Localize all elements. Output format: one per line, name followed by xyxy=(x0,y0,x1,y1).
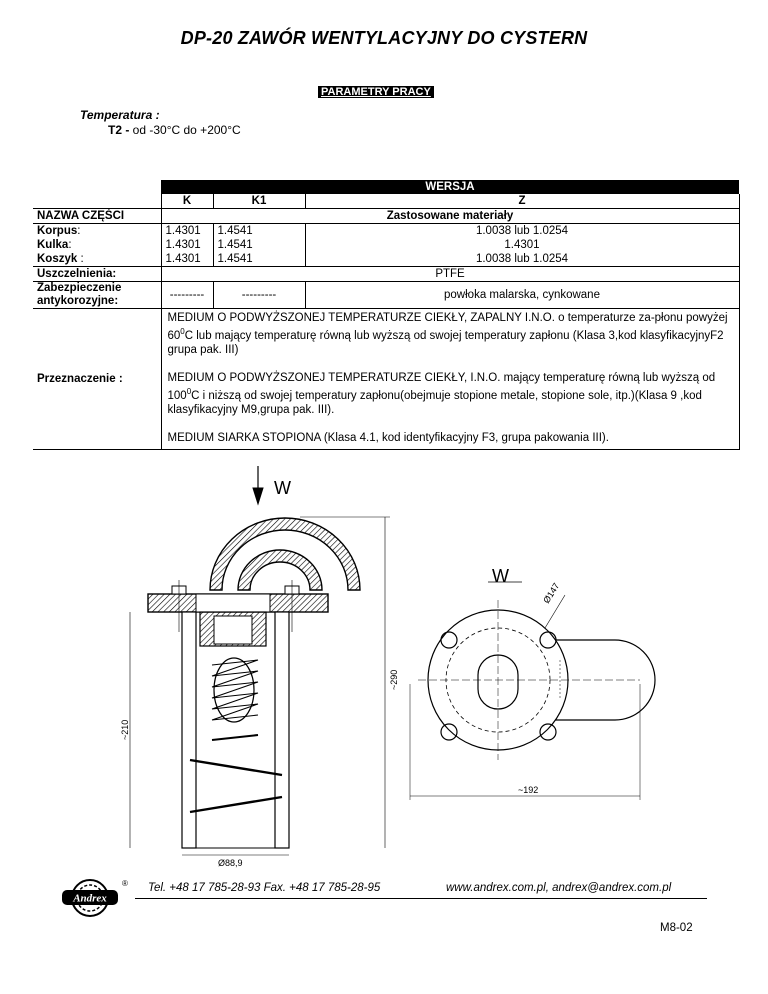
top-view xyxy=(410,582,655,800)
medium-1: MEDIUM O PODWYŻSZONEJ TEMPERATURZE CIEKŁY, ZAPALNY I.N.O. o temperaturze za-płonu powyżej $60^0C$ lub mający temperaturę równą lub wyższą od swojej temperatury zapłonu (Klasa 3,kod klasyfikacyjnyF2 grupa pak. III) xyxy=(167,312,728,356)
dim-flange: Ø147 xyxy=(541,581,562,606)
corrosion-k: --------- xyxy=(161,282,213,309)
seals-value: PTFE xyxy=(161,267,739,282)
temperature-prefix: T2 - xyxy=(108,123,130,137)
logo-text: Andrex xyxy=(73,892,107,905)
andrex-logo xyxy=(60,872,130,920)
footer-divider xyxy=(135,898,707,899)
value-k1: 1.4541 xyxy=(213,252,305,267)
temperature-label: Temperatura : xyxy=(80,108,160,122)
table-row: Kulka: 1.4301 1.4541 1.4301 xyxy=(33,238,739,252)
document-code: M8-02 xyxy=(660,922,693,934)
dim-diameter: Ø88,9 xyxy=(218,858,243,868)
part-name: Korpus xyxy=(37,225,78,237)
version-k1: K1 xyxy=(213,194,305,209)
part-name: Kulka xyxy=(37,239,69,251)
seals-label: Uszczelnienia: xyxy=(33,267,161,282)
corrosion-z: powłoka malarska, cynkowane xyxy=(305,282,739,309)
version-k: K xyxy=(161,194,213,209)
registered-mark: ® xyxy=(122,879,128,888)
side-view xyxy=(130,466,390,855)
dim-height: ~210 xyxy=(120,719,130,740)
dim-total: ~290 xyxy=(389,669,399,690)
footer-website: www.andrex.com.pl, andrex@andrex.com.pl xyxy=(446,882,672,894)
page-title: DP-20 ZAWÓR WENTYLACYJNY DO CYSTERN xyxy=(180,28,588,48)
table-row: Korpus: 1.4301 1.4541 1.0038 lub 1.0254 xyxy=(33,224,739,239)
materials-header: Zastosowane materiały xyxy=(161,209,739,224)
spec-table: WERSJA K K1 Z NAZWA CZĘŚCI Zastosowane materiały Korpus: 1.4301 1.4541 1.0038 lub 1.0254 Kulka: 1.4301 1.4541 1.4301 Koszyk : 1.4301 1.4541 1.0038 lub 1.0254 Uszczelnienia: PTFE Zabezpieczenie antykorozyjne: --------- --------- powłoka malarska, cynkowane Przeznaczenie : MEDIUM O PODWYŻSZONEJ TEMPERATURZE CIEKŁY, ZAPALNY I.N.O. o temperaturze za-płonu powyżej $60^0C$ lub mający temperaturę równą lub wyższą od swojej temperatury zapłonu (Klasa 3,kod klasyfikacyjnyF2 grupa pak. III) MEDIUM O PODWYŻSZONEJ TEMPERATURZE CIEKŁY, I.N.O. mający temperaturę równą lub wyższą od $100^0C$ i niższą od swojej temperatury zapłonu(obejmuje stopione metale, stopione sole, itp.)(Klasa 9 ,kod klasyfikacyjny M9,grupa pak. III). MEDIUM SIARKA STOPIONA (Klasa 4.1, kod identyfikacyjny F3, grupa pakowania III). xyxy=(33,180,740,450)
part-name-header: NAZWA CZĘŚCI xyxy=(33,209,161,224)
medium-3: MEDIUM SIARKA STOPIONA (Klasa 4.1, kod identyfikacyjny F3, grupa pakowania III). xyxy=(167,431,609,444)
purpose-media xyxy=(161,309,739,450)
value-z: 1.4301 xyxy=(305,238,739,252)
table-row: Koszyk : 1.4301 1.4541 1.0038 lub 1.0254 xyxy=(33,252,739,267)
value-k1: 1.4541 xyxy=(213,238,305,252)
value-k: 1.4301 xyxy=(161,238,213,252)
value-k1: 1.4541 xyxy=(213,224,305,239)
dim-length: ~192 xyxy=(518,785,539,795)
value-k: 1.4301 xyxy=(161,224,213,239)
purpose-label: Przeznaczenie : xyxy=(33,309,161,450)
part-name: Koszyk xyxy=(37,253,78,265)
technical-drawing xyxy=(0,455,768,875)
corrosion-k1: --------- xyxy=(213,282,305,309)
version-z: Z xyxy=(305,194,739,209)
temperature-value xyxy=(108,123,241,137)
footer-phone: Tel. +48 17 785-28-93 Fax. +48 17 785-28-95 xyxy=(148,882,381,894)
wersja-header: WERSJA xyxy=(161,180,739,194)
view-label: W xyxy=(274,478,291,498)
value-k: 1.4301 xyxy=(161,252,213,267)
temperature-range: od -30°C do +200°C xyxy=(129,123,241,137)
value-z: 1.0038 lub 1.0254 xyxy=(305,252,739,267)
medium-2: MEDIUM O PODWYŻSZONEJ TEMPERATURZE CIEKŁY, I.N.O. mający temperaturę równą lub wyższą od $100^0C$ i niższą od swojej temperatury zapłonu(obejmuje stopione metale, stopione sole, itp.)(Klasa 9 ,kod klasyfikacyjny M9,grupa pak. III). xyxy=(167,371,716,416)
corrosion-label: Zabezpieczenie xyxy=(37,282,122,294)
value-z: 1.0038 lub 1.0254 xyxy=(305,224,739,239)
top-view-label: W xyxy=(492,566,509,586)
params-header: PARAMETRY PRACY xyxy=(318,86,434,98)
